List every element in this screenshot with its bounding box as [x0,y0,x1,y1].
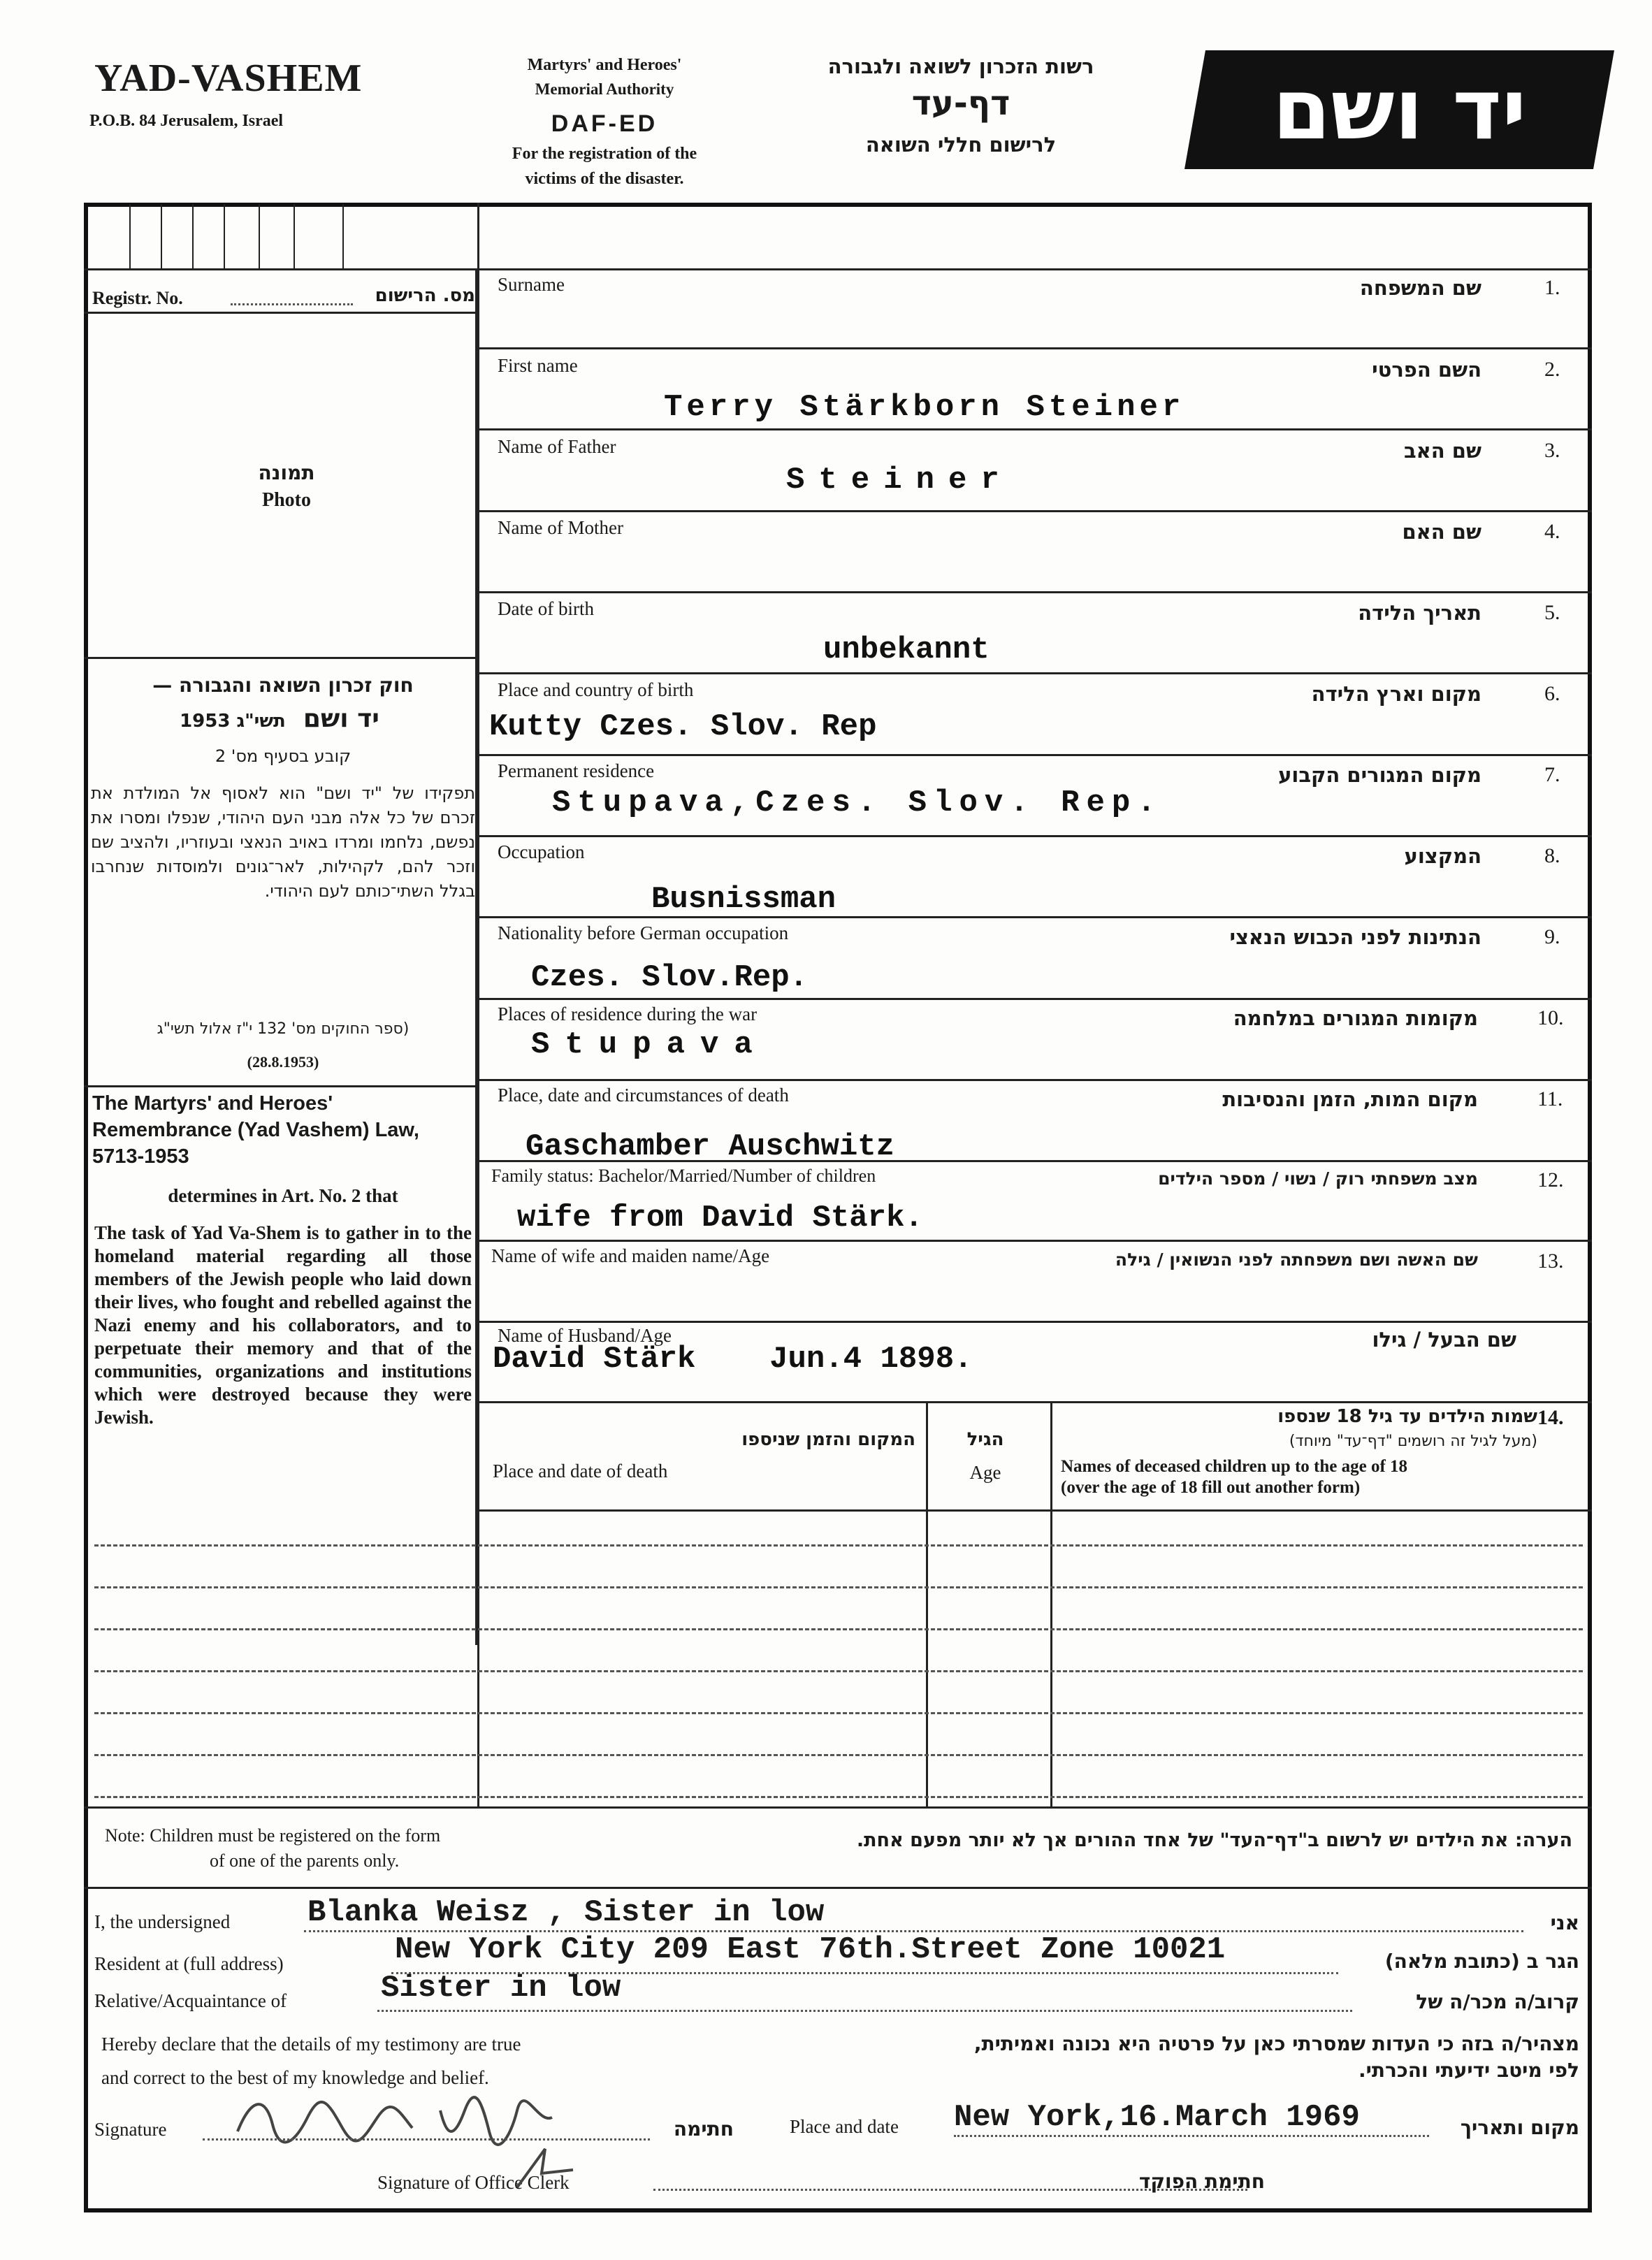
field-number: 11. [1537,1087,1563,1110]
reg-number-underline [84,312,477,314]
father-name-value: Steiner [786,463,1013,498]
field-number: 8. [1544,844,1560,867]
family-status-label: Family status: Bachelor/Married/Number of children [491,1166,876,1186]
field-divider [477,1240,1592,1242]
table-divider [926,1401,928,1806]
resident-label-he: הגר ב (כתובת מלאה) [1384,1950,1579,1973]
war-residence-value: Stupava [531,1027,768,1062]
field-divider [477,1401,1592,1403]
reg-box-divider [161,204,162,268]
note-he: הערה: את הילדים יש לרשום ב"דף־העד" של אחד ההורים אך לא יותר מפעם אחת. [856,1830,1572,1851]
org-address: P.O.B. 84 Jerusalem, Israel [89,112,284,130]
authority-line-2: Memorial Authority [535,80,674,98]
father-name-label: Name of Father [498,436,616,457]
clerk-signature-label-he: חתימת הפוקד [1138,2170,1265,2193]
residence-label: Permanent residence [498,760,655,781]
note-top-divider [84,1806,1592,1809]
children-names-note-he: (מעל לגיל זה רושמים "דף־עד" מיוחד) [1289,1433,1537,1450]
declaration-line-2: and correct to the best of my knowledge and belief. [101,2067,489,2088]
death-circumstances-label: Place, date and circumstances of death [498,1085,789,1106]
birth-place-value: Kutty Czes. Slov. Rep [489,709,877,744]
law-title-name: יד ושם [303,704,379,733]
reg-box-divider [129,204,131,268]
death-circumstances-value: Gaschamber Auschwitz [526,1129,895,1164]
note-bottom-divider [84,1887,1592,1889]
law-title-en: The Martyrs' and Heroes' Remembrance (Yad Vashem) Law, 5713-1953 [92,1092,419,1168]
column-divider [477,203,479,1806]
relative-value: Sister in low [381,1971,621,2006]
wife-name-label-he: שם האשה ושם משפחתה לפני הנשואין / גילה [1115,1249,1478,1270]
hebrew-authority: רשות הזכרון לשואה ולגבורה [827,55,1094,78]
birth-place-label: Place and country of birth [498,679,694,700]
field-divider [477,916,1592,918]
law-title-name-he [126,704,433,733]
signature-scribble [231,2089,559,2152]
place-date-label: Place and date [790,2116,899,2137]
reg-box-divider [224,204,225,268]
resident-value: New York City 209 East 76th.Street Zone 10021 [395,1932,1226,1967]
resident-label: Resident at (full address) [94,1953,284,1974]
law-determines: determines in Art. No. 2 that [168,1185,398,1206]
residence-label-he: מקום המגורים הקבוע [1278,763,1481,787]
form-name: DAF-ED [551,110,658,137]
law-title-year: תשי"ג 1953 [180,711,286,732]
undersigned-label-he: אני [1550,1911,1579,1934]
family-status-value: wife from David Stärk. [517,1201,923,1236]
children-names-title-he: שמות הילדים עד גיל 18 שנספו [1277,1406,1537,1427]
husband-name-value: David Stärk Jun.4 1898. [493,1342,973,1377]
field-divider [477,347,1592,349]
place-date-value: New York,16.March 1969 [954,2100,1360,2135]
declaration-he-1: מצהיר/ה בזה כי העדות שמסרתי כאן על פרטיה היא נכונה ואמיתית, [973,2032,1579,2055]
field-number: 6. [1544,682,1560,705]
field-number: 9. [1544,925,1560,948]
birth-date-value: unbekannt [823,632,990,667]
field-divider [477,835,1592,837]
hebrew-purpose: לרישום חללי השואה [865,133,1057,157]
yad-vashem-logo [1184,50,1614,169]
table-divider [1050,1401,1052,1806]
field-divider [477,672,1592,674]
signature-line [203,2138,650,2141]
law-reference-date: (28.8.1953) [247,1053,319,1071]
children-names-note: (over the age of 18 fill out another form) [1061,1478,1361,1497]
nationality-value: Czes. Slov.Rep. [531,960,809,995]
law-body-en: The task of Yad Va-Shem is to gather in to the homeland material regarding all those members of the Jewish people who laid down their lives, who fought and rebelled against the Nazi enemy and his collaborators, and to perpetuate their memory and that of the communities, organizations and institutions which were destroyed because they were Jewish. [94,1222,472,1428]
field-divider [477,591,1592,593]
birth-date-label: Date of birth [498,598,594,619]
nationality-label-he: הנתינות לפני הכבוש הנאצי [1229,925,1481,949]
authority-line-1: Martyrs' and Heroes' [527,56,682,74]
birth-place-label-he: מקום וארץ הלידה [1311,682,1481,706]
law-body-he: תפקידו של "יד ושם" הוא לאסוף אל המולדת את זכרם של כל אלה מבני העם היהודי, שנפלו ומסרו את נפשם, נלחמו ומרדו באויב הנאצי ובעוזריו, ולהציב שם וזכר להם, לקהילות, לאר־גונים ולמוסדות שנחרבו בגלל השתי־כותם לעם היהודי. [91,783,475,901]
law-title-he: חוק זכרון השואה והגבורה — [152,674,414,697]
children-row-line [94,1544,1583,1546]
residence-value: Stupava,Czes. Slov. Rep. [552,785,1163,820]
reg-divider [84,268,1592,270]
nationality-label: Nationality before German occupation [498,922,789,943]
relative-line [377,2010,1352,2012]
war-residence-label-he: מקומות המגורים במלחמה [1233,1006,1478,1030]
field-number: 2. [1544,358,1560,381]
first-name-value: Terry Stärkborn Steiner [664,390,1185,425]
table-header-divider [477,1509,1592,1512]
occupation-label-he: המקצוע [1404,844,1481,868]
declaration-line-1: Hereby declare that the details of my testimony are true [101,2034,521,2055]
field-number: 14. [1537,1406,1564,1429]
field-number: 13. [1537,1249,1564,1273]
field-number: 12. [1537,1168,1564,1191]
field-number: 7. [1544,763,1560,786]
clerk-mark [503,2145,587,2194]
children-row-line [94,1796,1583,1798]
husband-name-label: Name of Husband/Age [498,1325,672,1346]
law-reference-he: (ספר החוקים מס' 132 י"ז אלול תשי"ג [157,1020,410,1038]
children-age-label: Age [969,1462,1001,1483]
signature-label: Signature [94,2119,167,2140]
children-row-line [94,1586,1583,1588]
undersigned-value: Blanka Weisz , Sister in low [307,1895,825,1930]
field-divider [477,754,1592,756]
first-name-label-he: השם הפרטי [1372,358,1481,382]
surname-label-he: שם המשפחה [1359,276,1481,300]
wife-name-label: Name of wife and maiden name/Age [491,1245,770,1266]
registration-line [231,303,353,305]
father-name-label-he: שם האב [1403,439,1481,463]
occupation-value: Busnissman [651,882,836,917]
field-number: 5. [1544,601,1560,624]
law-subtitle-he: קובע בסעיף מס' 2 [215,746,352,766]
declaration-he-2: לפי מיטב ידיעתי והכרתי. [1358,2059,1579,2082]
family-status-label-he: מצב משפחתי רוק / נשוי / מספר הילדים [1158,1168,1478,1189]
children-names-label: Names of deceased children up to the age of 18 [1061,1457,1408,1476]
field-number: 4. [1544,520,1560,543]
clerk-signature-label: Signature of Office Clerk [377,2172,570,2193]
note-line-2: of one of the parents only. [210,1850,400,1871]
signature-label-he: חתימה [673,2117,734,2141]
registration-label: Registr. No. [92,288,183,308]
children-place-label-he: המקום והזמן שניספו [741,1429,915,1450]
purpose-line-2: victims of the disaster. [525,170,684,188]
photo-label: Photo [262,489,311,511]
purpose-line-1: For the registration of the [512,145,697,163]
children-row-line [94,1628,1583,1630]
birth-date-label-he: תאריך הלידה [1358,601,1481,625]
field-divider [477,510,1592,512]
first-name-label: First name [498,355,578,376]
children-row-line [94,1754,1583,1756]
death-circumstances-label-he: מקום המות, הזמן והנסיבות [1222,1087,1478,1111]
surname-label: Surname [498,274,565,295]
field-divider [477,1321,1592,1323]
reg-box-divider [192,204,194,268]
husband-name-label-he: שם הבעל / גילו [1372,1328,1516,1352]
law-divider [84,1085,477,1087]
place-date-line [954,2135,1429,2137]
registration-label-he: מס. הרישום [375,285,475,306]
mother-name-label: Name of Mother [498,517,623,538]
field-column-left [475,268,477,1645]
field-number: 3. [1544,439,1560,462]
org-name: YAD-VASHEM [94,57,363,100]
field-divider [477,998,1592,1000]
note-line-1: Note: Children must be registered on the form [105,1825,441,1846]
occupation-label: Occupation [498,841,585,862]
children-row-line [94,1712,1583,1714]
mother-name-label-he: שם האם [1402,520,1481,544]
photo-box-bottom [84,657,477,659]
reg-box-divider [342,204,344,268]
relative-label-he: קרוב/ה מכר/ה של [1416,1990,1579,2013]
war-residence-label: Places of residence during the war [498,1004,758,1024]
photo-label-he: תמונה [258,461,315,484]
reg-box-divider [259,204,260,268]
logo-text: יד ושם [1272,61,1527,159]
undersigned-label: I, the undersigned [94,1911,231,1932]
place-date-label-he: מקום ותאריך [1460,2116,1579,2139]
relative-label: Relative/Acquaintance of [94,1990,287,2011]
reg-box-divider [294,204,295,268]
field-divider [477,428,1592,430]
field-number: 10. [1537,1006,1564,1029]
children-age-label-he: הגיל [966,1429,1004,1450]
field-number: 1. [1544,276,1560,299]
hebrew-form-name: דף-עד [911,84,1010,123]
children-place-label: Place and date of death [493,1461,668,1482]
children-row-line [94,1670,1583,1672]
field-divider [477,1079,1592,1081]
